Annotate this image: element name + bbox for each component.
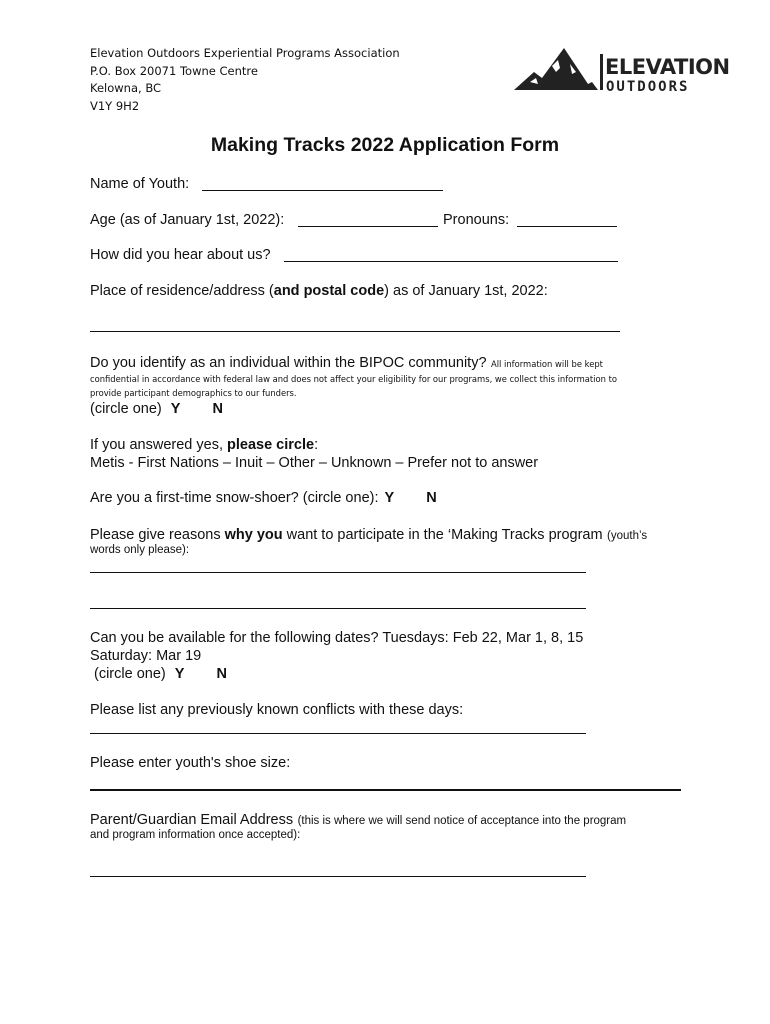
conflicts-label: Please list any previously known conflicts with these days: xyxy=(90,702,464,718)
reasons-part: Please give reasons xyxy=(90,527,225,543)
reasons-part: want to participate in the ‘Making Tracks program xyxy=(282,527,603,543)
email-note: (this is where we will send notice of acceptance into the program xyxy=(297,815,627,827)
org-postal: V1Y 9H2 xyxy=(90,98,140,113)
age-field[interactable] xyxy=(298,226,438,227)
residence-label xyxy=(90,283,548,299)
snowshoe-row xyxy=(90,490,437,506)
shoe-size-field[interactable] xyxy=(90,789,681,791)
bipoc-note-2: confidential in accordance with federal law and does not affect your eligibility for our programs, we collect this information to xyxy=(90,374,618,384)
reasons-field-line-2[interactable] xyxy=(90,608,586,609)
snowshoe-yes-option[interactable]: Y xyxy=(384,490,395,506)
yes-lead: If you answered yes, xyxy=(90,437,228,453)
mountain-logo-icon xyxy=(512,42,732,96)
bipoc-yes-option[interactable]: Y xyxy=(170,401,181,417)
pronouns-field[interactable] xyxy=(517,226,617,227)
reasons-field-line-1[interactable] xyxy=(90,572,586,573)
pronouns-label: Pronouns: xyxy=(443,212,510,228)
shoe-size-label: Please enter youth's shoe size: xyxy=(90,755,291,771)
name-label: Name of Youth: xyxy=(90,176,190,192)
dates-question: Can you be available for the following dates? Tuesdays: Feb 22, Mar 1, 8, 15 xyxy=(90,630,584,646)
reasons-note-2: words only please): xyxy=(90,544,190,556)
residence-label-part: ) as of January 1st, 2022: xyxy=(384,283,548,299)
residence-label-bold: and postal code xyxy=(273,283,385,299)
yes-instruction xyxy=(90,437,318,453)
org-city: Kelowna, BC xyxy=(90,81,162,95)
reasons-note: (youth’s xyxy=(607,530,648,542)
conflicts-field[interactable] xyxy=(90,733,586,734)
svg-text:OUTDOORS: OUTDOORS xyxy=(606,79,690,95)
yes-bold: please circle xyxy=(227,437,315,453)
reasons-bold: why you xyxy=(224,527,283,543)
bipoc-question xyxy=(90,354,603,372)
bipoc-note-3: provide participant demographics to our funders. xyxy=(90,388,297,398)
email-field[interactable] xyxy=(90,876,586,877)
dates-yes-option[interactable]: Y xyxy=(174,666,185,682)
hear-label: How did you hear about us? xyxy=(90,247,271,263)
hear-field[interactable] xyxy=(284,261,618,262)
residence-label-part: Place of residence/address ( xyxy=(90,283,274,299)
bipoc-circle-label: (circle one) xyxy=(90,401,162,417)
snowshoe-question: Are you a first-time snow-shoer? (circle one): xyxy=(90,490,379,506)
email-note-2: and program information once accepted): xyxy=(90,829,301,841)
org-name: Elevation Outdoors Experiential Programs Association xyxy=(90,46,400,60)
dates-saturday: Saturday: Mar 19 xyxy=(90,648,202,664)
age-label: Age (as of January 1st, 2022): xyxy=(90,212,285,228)
residence-field[interactable] xyxy=(90,331,620,332)
snowshoe-no-option[interactable]: N xyxy=(426,490,437,506)
identity-options[interactable]: Metis - First Nations – Inuit – Other – Unknown – Prefer not to answer xyxy=(90,455,539,471)
reasons-question xyxy=(90,526,647,544)
email-label xyxy=(90,811,626,829)
svg-text:ELEVATION: ELEVATION xyxy=(605,55,730,79)
bipoc-note-1: All information will be kept xyxy=(490,359,603,369)
dates-circle-label: (circle one) xyxy=(94,666,166,682)
org-address xyxy=(90,45,400,115)
email-label-text: Parent/Guardian Email Address xyxy=(90,812,294,828)
bipoc-circle-row xyxy=(90,401,223,417)
org-po-box: P.O. Box 20071 Towne Centre xyxy=(90,63,258,78)
elevation-outdoors-logo xyxy=(512,42,732,96)
dates-no-option[interactable]: N xyxy=(216,666,227,682)
bipoc-question-text: Do you identify as an individual within the BIPOC community? xyxy=(90,355,487,371)
dates-circle-row xyxy=(94,666,227,682)
page-title: Making Tracks 2022 Application Form xyxy=(210,134,560,156)
name-field[interactable] xyxy=(202,190,443,191)
yes-colon: : xyxy=(314,437,319,453)
bipoc-no-option[interactable]: N xyxy=(212,401,223,417)
